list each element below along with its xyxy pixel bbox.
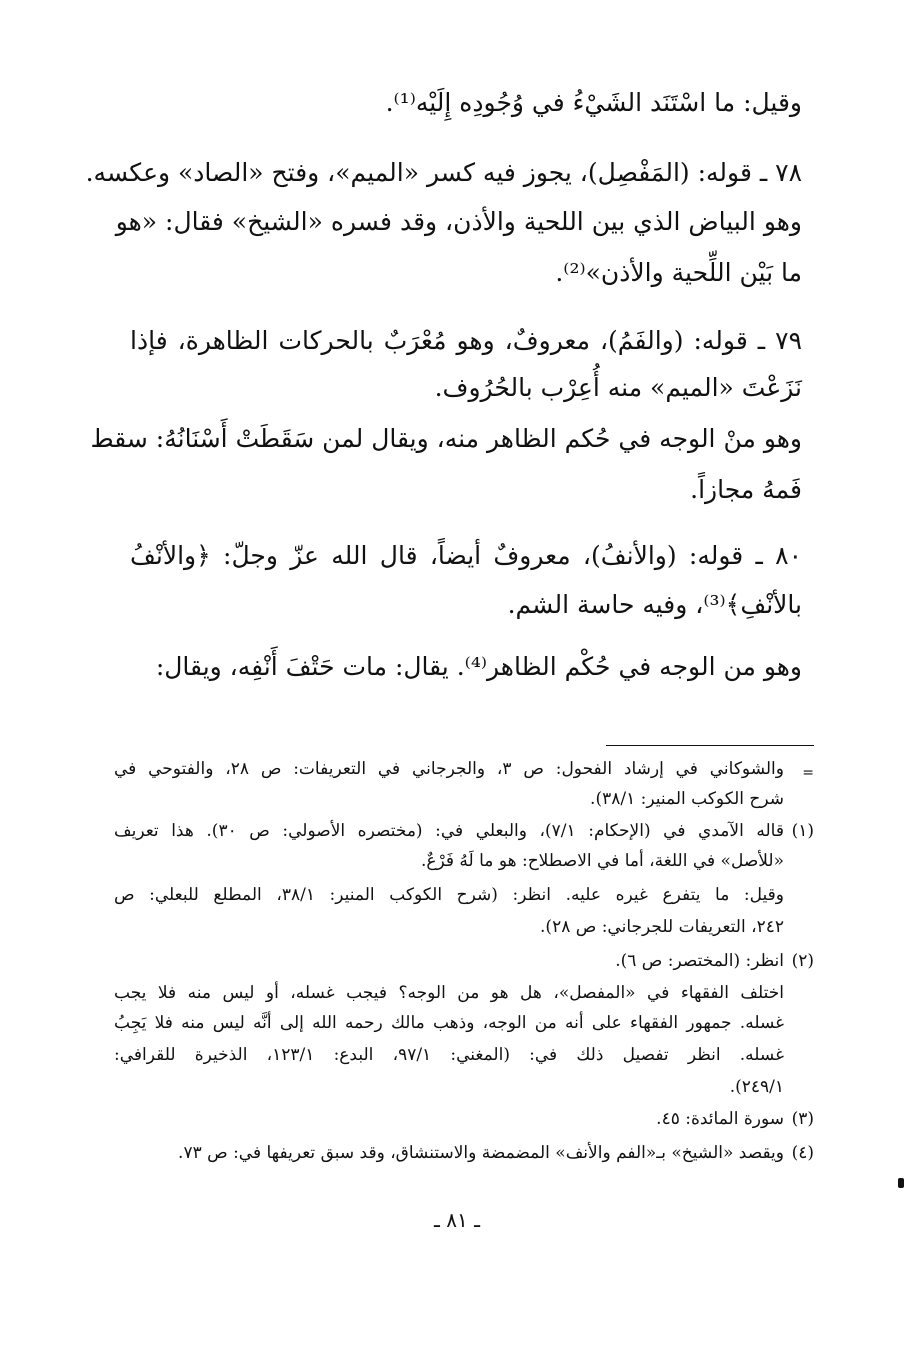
footnote-separator bbox=[606, 745, 814, 746]
footnote-line: غسله. جمهور الفقهاء على أنه من الوجه، وذهب مالك رحمه الله إلى أنَّه ليس منه فلا يَجِبُ bbox=[114, 1013, 784, 1033]
paragraph-79-line-1: ٧٩ ـ قوله: (والفَمُ)، معروفٌ، وهو مُعْرَبٌ بالحركات الظاهرة، فإذا bbox=[130, 326, 802, 355]
text-line: وهو من الوجه في حُكْم الظاهر⁽⁴⁾. يقال: مات حَتْفَ أَنْفِه، ويقال: bbox=[155, 652, 802, 681]
margin-mark bbox=[898, 1178, 904, 1188]
footnote-number: (٣) bbox=[791, 1109, 814, 1129]
footnote-line: انظر: (المختصر: ص ٦). bbox=[615, 951, 784, 971]
footnote-line: ويقصد «الشيخ» بـ«الفم والأنف» المضمضة والاستنشاق، وقد سبق تعريفها في: ص ٧٣. bbox=[178, 1143, 784, 1163]
footnote-line: شرح الكوكب المنير: ٣٨/١). bbox=[590, 789, 784, 809]
page-number: ـ ٨١ ـ bbox=[434, 1208, 480, 1232]
footnote-line: والشوكاني في إرشاد الفحول: ص ٣، والجرجاني في التعريفات: ص ٢٨، والفتوحي في bbox=[114, 759, 784, 779]
text-line: بالأنْفِ﴾⁽³⁾، وفيه حاسة الشم. bbox=[507, 590, 802, 619]
text-line: وهو منْ الوجه في حُكم الظاهر منه، ويقال لمن سَقَطَتْ أَسْنَانُهُ: سقط bbox=[90, 424, 802, 453]
text-line: وهو البياض الذي بين اللحية والأذن، وقد فسره «الشيخ» فقال: «هو bbox=[115, 207, 802, 236]
footnote-number: (٢) bbox=[791, 951, 814, 971]
footnote-line: وقيل: ما يتفرع غيره عليه. انظر: (شرح الكوكب المنير: ٣٨/١، المطلع للبعلي: ص bbox=[114, 885, 784, 905]
footnote-line: ٢٤٩/١). bbox=[729, 1077, 784, 1097]
text-line: ما بَيْن اللِّحية والأذن»⁽²⁾. bbox=[555, 258, 802, 287]
text-line: نَزَعْتَ «الميم» منه أُعِرْب بالحُرُوف. bbox=[434, 373, 802, 402]
paragraph-78-line-1: ٧٨ ـ قوله: (المَفْصِل)، يجوز فيه كسر «الميم»، وفتح «الصاد» وعكسه. bbox=[85, 158, 802, 187]
footnote-line: ٢٤٢، التعريفات للجرجاني: ص ٢٨). bbox=[540, 917, 784, 937]
text-line: وقيل: ما اسْتَنَد الشَيْءُ في وُجُودِه إِلَيْه⁽¹⁾. bbox=[385, 88, 802, 117]
footnote-line: اختلف الفقهاء في «المفصل»، هل هو من الوجه؟ فيجب غسله، أو ليس منه فلا يجب bbox=[114, 983, 784, 1003]
paragraph-80-line-1: ٨٠ ـ قوله: (والأنفُ)، معروفٌ أيضاً، قال الله عزّ وجلّ: ﴿والأنْفُ bbox=[130, 541, 802, 570]
footnote-number: (٤) bbox=[791, 1143, 814, 1163]
footnote-line: قاله الآمدي في (الإحكام: ٧/١)، والبعلي في: (مختصره الأصولي: ص ٣٠). هذا تعريف bbox=[114, 821, 784, 841]
footnote-marker: = bbox=[802, 765, 814, 781]
text-line: فَمهُ مجازاً. bbox=[690, 475, 802, 504]
footnote-line: «للأصل» في اللغة، أما في الاصطلاح: هو ما لَهُ فَرْعٌ. bbox=[420, 851, 784, 871]
footnote-number: (١) bbox=[791, 821, 814, 841]
footnote-line: سورة المائدة: ٤٥. bbox=[656, 1109, 784, 1129]
footnote-line: غسله. انظر تفصيل ذلك في: (المغني: ٩٧/١، البدع: ١٢٣/١، الذخيرة للقرافي: bbox=[114, 1045, 784, 1065]
